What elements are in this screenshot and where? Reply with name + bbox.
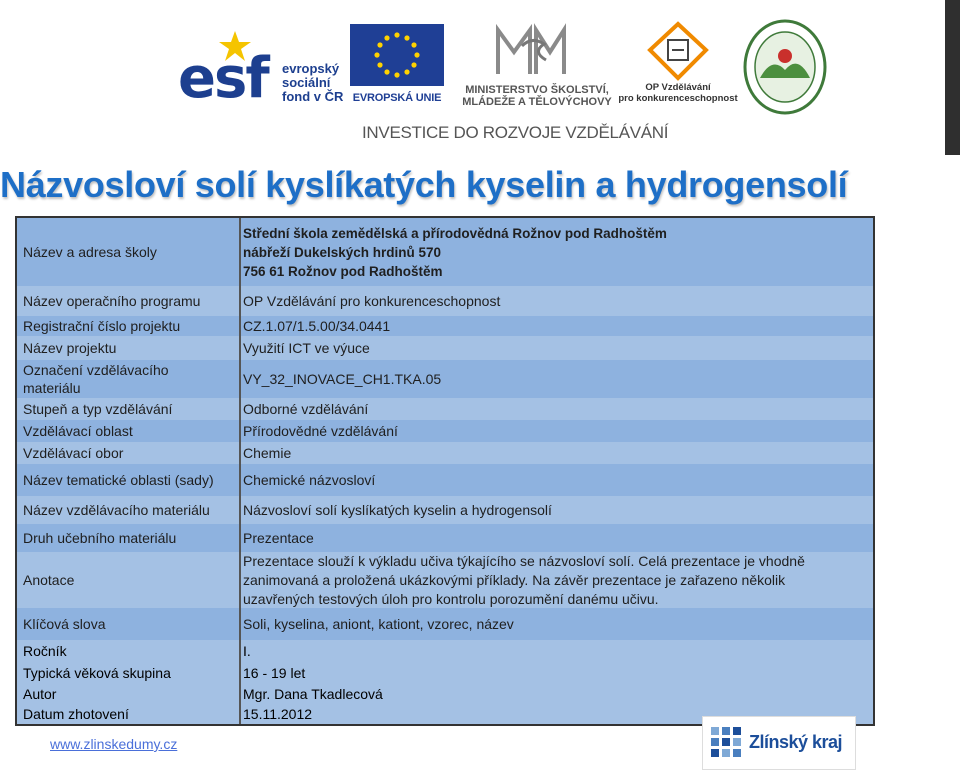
msmt-line: MLÁDEŽE A TĚLOVÝCHOVY xyxy=(462,96,612,108)
row-value: Odborné vzdělávání xyxy=(243,401,369,417)
table-row xyxy=(17,420,873,442)
row-value: OP Vzdělávání pro konkurenceschopnost xyxy=(243,293,501,309)
row-value xyxy=(243,552,805,608)
side-bar xyxy=(945,0,960,155)
op-logo xyxy=(618,20,738,115)
esf-line: fond v ČR xyxy=(282,89,344,104)
table-row xyxy=(17,286,873,316)
row-label: Registrační číslo projektu xyxy=(23,318,181,334)
table-row xyxy=(17,552,873,608)
row-label: Název operačního programu xyxy=(23,293,201,309)
row-value: I. xyxy=(243,643,251,659)
label-line: materiálu xyxy=(23,380,81,396)
invest-slogan: INVESTICE DO ROZVOJE VZDĚLÁVÁNÍ xyxy=(362,123,669,142)
value-line: Střední škola zemědělská a přírodovědná Rožnov pod Radhoštěm xyxy=(243,225,667,241)
row-label: Anotace xyxy=(23,572,75,588)
row-label xyxy=(23,360,169,398)
row-value: Využití ICT ve výuce xyxy=(243,340,370,356)
table-row xyxy=(17,662,873,684)
slide-title: Názvosloví solí kyslíkatých kyselin a hydrogensolí xyxy=(0,164,848,205)
row-label: Klíčová slova xyxy=(23,616,106,632)
row-label: Název tematické oblasti (sady) xyxy=(23,472,214,488)
row-label: Druh učebního materiálu xyxy=(23,530,177,546)
row-value: VY_32_INOVACE_CH1.TKA.05 xyxy=(243,371,442,387)
op-mark-icon xyxy=(646,20,710,82)
eu-flag-icon xyxy=(350,24,444,86)
value-line: nábřeží Dukelských hrdinů 570 xyxy=(243,244,442,260)
op-line: pro konkurenceschopnost xyxy=(618,93,738,104)
table-row xyxy=(17,218,873,286)
row-value: Mgr. Dana Tkadlecová xyxy=(243,686,383,702)
msmt-mark-icon xyxy=(492,22,572,80)
esf-logo xyxy=(178,26,348,114)
row-label: Typická věková skupina xyxy=(23,665,171,681)
msmt-logo xyxy=(452,22,622,112)
esf-line: evropský xyxy=(282,61,340,76)
row-value: Soli, kyselina, aniont, kationt, vzorec, název xyxy=(243,616,514,632)
table-row xyxy=(17,684,873,704)
row-value: Chemie xyxy=(243,445,292,461)
table-row xyxy=(17,336,873,360)
table-row xyxy=(17,360,873,398)
row-value xyxy=(243,218,667,286)
zlin-region-logo xyxy=(702,716,856,770)
table-row xyxy=(17,640,873,662)
row-value: Prezentace xyxy=(243,530,314,546)
value-line: Prezentace slouží k výkladu učiva týkajícího se názvosloví solí. Celá prezentace je vhodně xyxy=(243,552,805,569)
table-row xyxy=(17,398,873,420)
op-line: OP Vzdělávání xyxy=(645,82,711,93)
row-label: Název projektu xyxy=(23,340,117,356)
table-row xyxy=(17,442,873,464)
zlin-text: Zlínský kraj xyxy=(749,732,843,752)
table-row xyxy=(17,608,873,640)
row-label: Název vzdělávacího materiálu xyxy=(23,502,210,518)
metadata-table xyxy=(15,216,875,726)
row-label: Ročník xyxy=(23,643,67,659)
row-value: Chemické názvosloví xyxy=(243,472,376,488)
row-label: Autor xyxy=(23,686,57,702)
row-label: Vzdělávací obor xyxy=(23,445,124,461)
website-link[interactable]: www.zlinskedumy.cz xyxy=(50,736,178,752)
row-value: CZ.1.07/1.5.00/34.0441 xyxy=(243,318,391,334)
row-label: Datum zhotovení xyxy=(23,706,129,722)
table-row xyxy=(17,524,873,552)
msmt-line: MINISTERSTVO ŠKOLSTVÍ, xyxy=(465,84,609,96)
row-label: Vzdělávací oblast xyxy=(23,423,133,439)
table-row xyxy=(17,464,873,496)
value-line: zanimovaná a proložená ukázkovými příklady. Na závěr prezentace je zařazeno několik xyxy=(243,571,786,588)
eu-text: EVROPSKÁ UNIE xyxy=(352,92,442,104)
value-line: 756 61 Rožnov pod Radhoštěm xyxy=(243,263,443,279)
table-row xyxy=(17,316,873,336)
row-value: Přírodovědné vzdělávání xyxy=(243,423,398,439)
logo-strip xyxy=(170,18,830,118)
zlin-grid-icon xyxy=(711,727,741,757)
eu-logo xyxy=(350,24,444,110)
label-line: Označení vzdělávacího xyxy=(23,362,169,378)
esf-line: sociální xyxy=(282,75,331,90)
school-seal-icon xyxy=(742,18,828,116)
row-value: 16 - 19 let xyxy=(243,665,306,681)
row-label: Název a adresa školy xyxy=(23,244,157,260)
esf-mark: esf xyxy=(178,46,268,111)
row-value: Názvosloví solí kyslíkatých kyselin a hydrogensolí xyxy=(243,502,552,518)
value-line: uzavřených testových úloh pro kontrolu porozumění danému učivu. xyxy=(243,590,659,607)
row-label: Stupeň a typ vzdělávání xyxy=(23,401,173,417)
row-value: 15.11.2012 xyxy=(243,706,313,722)
table-row xyxy=(17,496,873,524)
